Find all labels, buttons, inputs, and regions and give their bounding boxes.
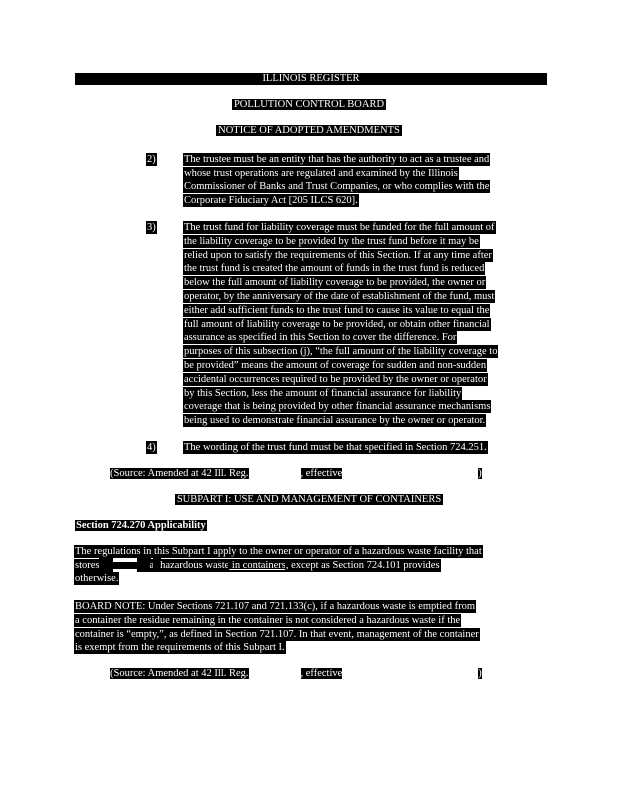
applicability-paragraph: The regulations in this Subpart I apply to the owner or operator of a hazardous waste facility that stores a hazardous waste in containers, except as Section 724.101 provides otherwise.: [75, 546, 482, 584]
section-heading: Section 724.270 Applicability: [76, 520, 206, 531]
source-note: (Source: Amended at 42 Ill. Reg. , effective ): [110, 468, 482, 479]
board-note: BOARD NOTE: Under Sections 721.107 and 721.133(c), if a hazardous waste is emptied from a container the residue remaining in the container is not considered a hazardous waste if the container is “empty,”, as defined in Section 721.107. In that event, management of the container is exempt from the requirements of this Subpart I.: [75, 601, 479, 654]
item-number: 4): [147, 442, 156, 453]
subpart-title: SUBPART I: USE AND MANAGEMENT OF CONTAINERS: [176, 494, 442, 505]
item-text: The wording of the trust fund must be that specified in Section 724.251.: [184, 442, 487, 453]
board-title: POLLUTION CONTROL BOARD: [233, 99, 385, 110]
item-text: The trust fund for liability coverage must be funded for the full amount of the liability coverage to be provided by the trust fund before it may be relied upon to satisfy the requirements of this Section. If at any time after the trust fund is created the amount of funds in the trust fund is reduced below the full amount of liability coverage to be provided, the owner or operator, by the anniversary of the date of establishment of the fund, must either add sufficient funds to the trust fund to cause its value to equal the full amount of liability coverage to be provided, or obtain other financial assurance as specified in this Section to cover the difference. For purposes of this subsection (j), “the full amount of the liability coverage to be provided” means the amount of coverage for sudden and non-sudden accidental occurrences required to be provided by the owner or operator by this Section, less the amount of financial assurance for liability coverage that is being provided by other financial assurance mechanisms being used to demonstrate financial assurance by the owner or operator.: [184, 222, 498, 427]
register-title: ILLINOIS REGISTER: [262, 73, 360, 84]
item-number: 3): [147, 222, 156, 233]
notice-title: NOTICE OF ADOPTED AMENDMENTS: [218, 125, 400, 136]
item-text: The trustee must be an entity that has the authority to act as a trustee and whose trust operations are regulated and examined by the Illinois Commissioner of Banks and Trust Companies, or who complies with the Corporate Fiduciary Act [205 ILCS 620].: [184, 154, 490, 206]
source-note: (Source: Amended at 42 Ill. Reg. , effective ): [110, 668, 482, 679]
item-number: 2): [147, 154, 156, 165]
